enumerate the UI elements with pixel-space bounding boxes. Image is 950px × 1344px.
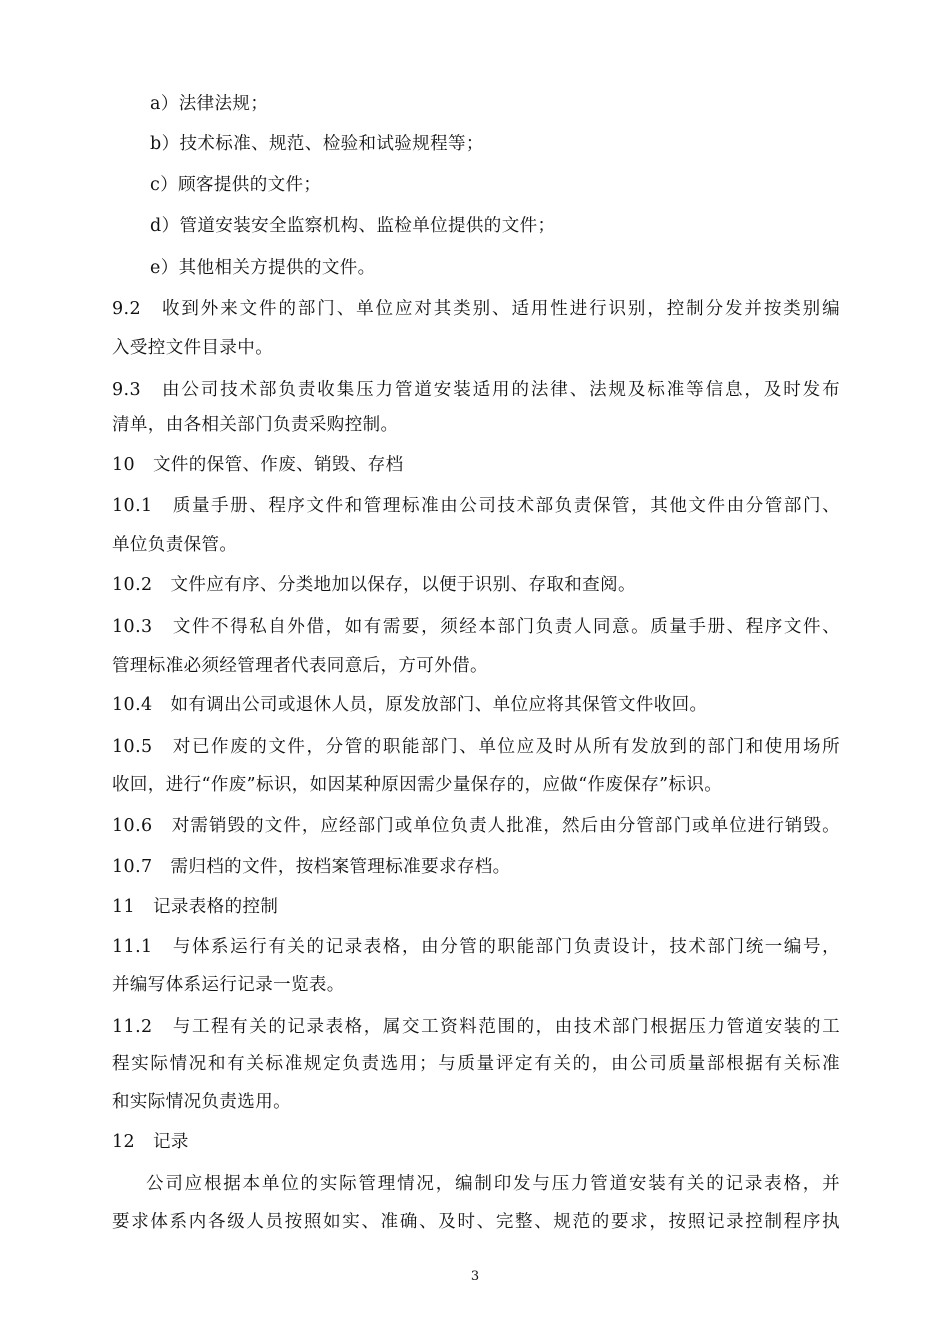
clause-10-1-line-2: 单位负责保管。 (112, 535, 238, 555)
clause-10-1-line-1: 10.1 质量手册、程序文件和管理标准由公司技术部负责保管，其他文件由分管部门、 (112, 496, 840, 516)
section-12-para-line-2: 要求体系内各级人员按照如实、准确、及时、完整、规范的要求，按照记录控制程序执 (112, 1212, 840, 1232)
clause-10-5-line-2: 收回，进行“作废”标识，如因某种原因需少量保存的，应做“作废保存”标识。 (112, 775, 723, 795)
clause-10-4: 10.4 如有调出公司或退休人员，原发放部门、单位应将其保管文件收回。 (112, 695, 708, 715)
page-number: 3 (470, 1269, 480, 1284)
clause-10-7: 10.7 需归档的文件，按档案管理标准要求存档。 (112, 857, 511, 877)
clause-11-1-line-1: 11.1 与体系运行有关的记录表格，由分管的职能部门负责设计，技术部门统一编号， (112, 937, 840, 957)
clause-9-3-line-2: 清单，由各相关部门负责采购控制。 (112, 415, 399, 435)
section-10-heading: 10 文件的保管、作废、销毁、存档 (112, 455, 404, 475)
list-item-e: e）其他相关方提供的文件。 (150, 258, 376, 278)
clause-11-2-line-3: 和实际情况负责选用。 (112, 1092, 291, 1112)
section-12-para-line-1: 公司应根据本单位的实际管理情况，编制印发与压力管道安装有关的记录表格，并 (146, 1174, 840, 1194)
section-12-heading: 12 记录 (112, 1132, 189, 1152)
clause-9-2-line-1: 9.2 收到外来文件的部门、单位应对其类别、适用性进行识别，控制分发并按类别编 (112, 299, 840, 319)
list-item-c: c）顾客提供的文件； (150, 175, 322, 195)
section-11-heading: 11 记录表格的控制 (112, 897, 279, 917)
clause-10-3-line-1: 10.3 文件不得私自外借，如有需要，须经本部门负责人同意。质量手册、程序文件、 (112, 617, 840, 637)
list-item-a: a）法律法规； (150, 94, 269, 114)
list-item-b: b）技术标准、规范、检验和试验规程等； (150, 134, 484, 154)
clause-11-2-line-1: 11.2 与工程有关的记录表格，属交工资料范围的，由技术部门根据压力管道安装的工 (112, 1017, 840, 1037)
clause-10-5-line-1: 10.5 对已作废的文件，分管的职能部门、单位应及时从所有发放到的部门和使用场所 (112, 737, 840, 757)
clause-9-3-line-1: 9.3 由公司技术部负责收集压力管道安装适用的法律、法规及标准等信息，及时发布 (112, 380, 840, 400)
clause-10-6: 10.6 对需销毁的文件，应经部门或单位负责人批准，然后由分管部门或单位进行销毁。 (112, 816, 840, 836)
clause-10-3-line-2: 管理标准必须经管理者代表同意后，方可外借。 (112, 656, 488, 676)
clause-11-2-line-2: 程实际情况和有关标准规定负责选用；与质量评定有关的，由公司质量部根据有关标准 (112, 1054, 840, 1074)
clause-9-2-line-2: 入受控文件目录中。 (112, 338, 274, 358)
clause-11-1-line-2: 并编写体系运行记录一览表。 (112, 975, 345, 995)
clause-10-2: 10.2 文件应有序、分类地加以保存，以便于识别、存取和查阅。 (112, 575, 636, 595)
list-item-d: d）管道安装安全监察机构、监检单位提供的文件； (150, 216, 556, 236)
